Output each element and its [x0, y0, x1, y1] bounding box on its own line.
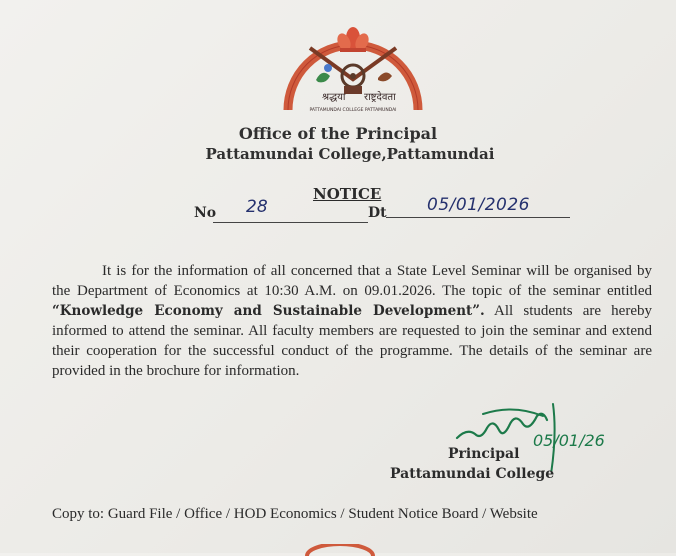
page-edge-mark [305, 544, 375, 556]
notice-date-label: Dt [368, 205, 387, 221]
signatory-title: Principal [448, 446, 520, 462]
notice-body-part1: It is for the information of all concerned that a State Level Seminar will be organised by the Department of Economics at 10:30 A.M. on 09.01.2026. The topic of the seminar entitled [52, 263, 652, 299]
college-title: Pattamundai College,Pattamundai [205, 145, 495, 163]
notice-date-value: 05/01/2026 [427, 195, 530, 215]
notice-number-value: 28 [246, 197, 268, 217]
notice-heading: NOTICE [313, 185, 382, 203]
lotus-icon [335, 27, 371, 53]
logo-band-text: PATTAMUNDAI COLLEGE PATTAMUNDAI [309, 108, 397, 113]
notice-date-line [386, 217, 570, 218]
signatory-college: Pattamundai College [390, 466, 555, 482]
notice-number-line [213, 222, 368, 223]
logo-motto-left: श्रद्धया [322, 92, 346, 103]
seminar-title: “Knowledge Economy and Sustainable Development”. [52, 303, 485, 319]
notice-body-part2: All students are hereby informed to attend the seminar. All faculty members are requested to join the seminar and extend their cooperation for the successful conduct of the programme. The details of the seminar are provided in the brochure for information. [52, 303, 652, 379]
signature-date: 05/01/26 [533, 431, 605, 450]
office-title: Office of the Principal [238, 124, 438, 143]
notice-number-label: No [194, 205, 217, 221]
college-logo-emblem [282, 18, 424, 122]
notice-body [52, 261, 652, 381]
logo-motto-right: राष्ट्रदेवता [364, 92, 396, 103]
copy-to-line: Copy to: Guard File / Office / HOD Economics / Student Notice Board / Website [52, 506, 538, 522]
